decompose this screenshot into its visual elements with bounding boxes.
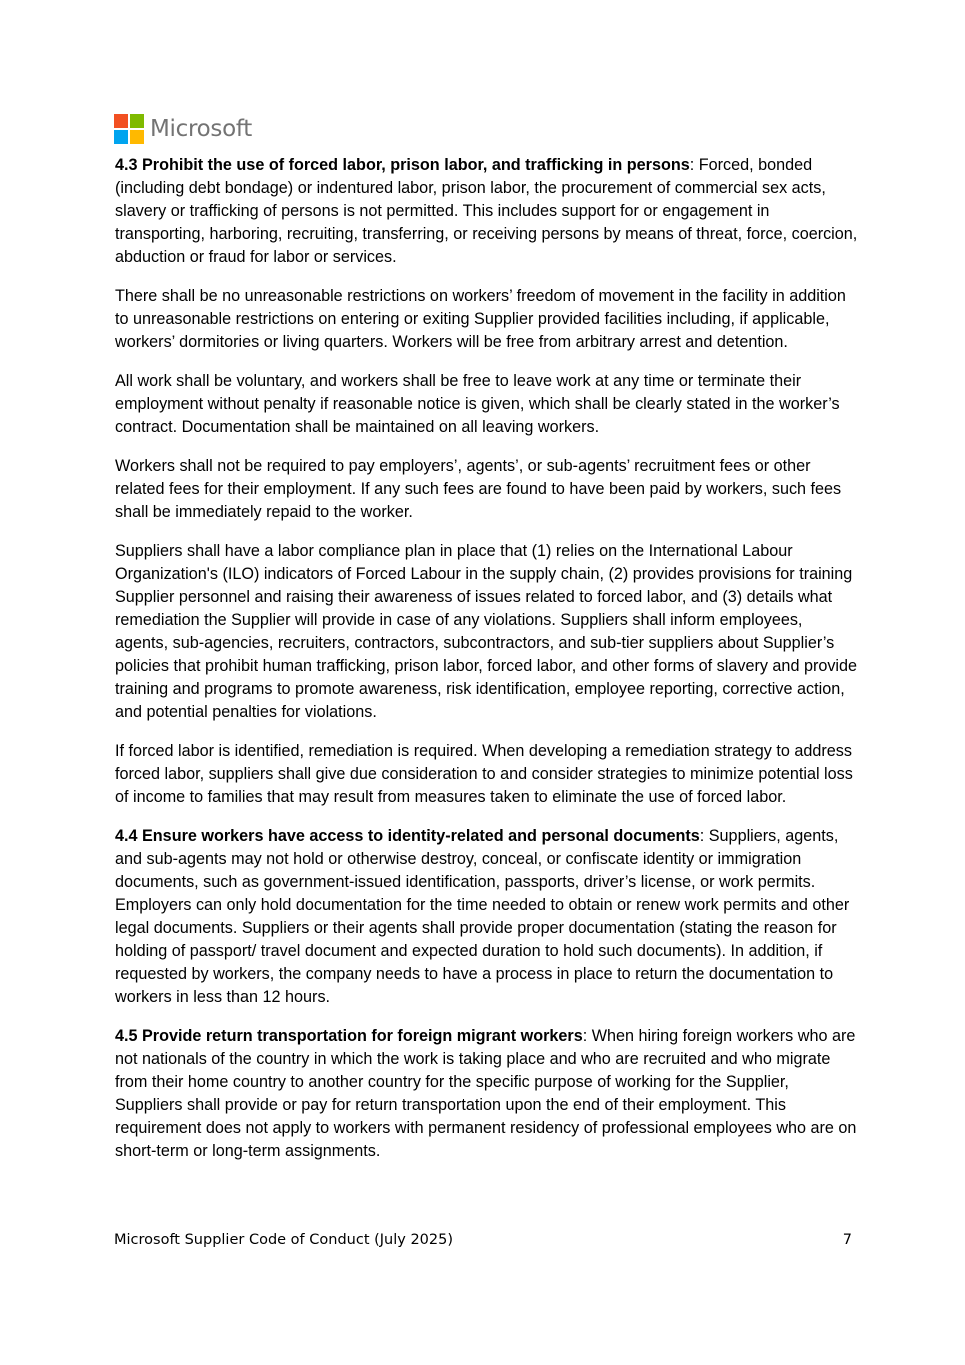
paragraph-voluntary-work (114, 370, 859, 439)
logo-text: Microsoft (150, 116, 252, 142)
paragraph-freedom-of-movement (114, 285, 859, 354)
section-heading: 4.3 Prohibit the use of forced labor, prison labor, and trafficking in persons (115, 156, 690, 174)
logo-square-yellow (130, 130, 144, 144)
section-4-3 (114, 154, 859, 269)
microsoft-logo-icon (114, 114, 144, 144)
paragraph-text: : When hiring foreign workers who are not nationals of the country in which the work is taking place and who are recruited and who migrate from their home country to another country for the specific purpose of working for the Supplier, Suppliers shall provide or pay for return transportation upon the end of their employment. This requirement does not apply to workers with permanent residency of professional employees who are on short-term or long-term assignments. (115, 1027, 857, 1160)
paragraph-remediation (114, 740, 859, 809)
paragraph-recruitment-fees (114, 455, 859, 524)
section-4-4 (114, 825, 859, 1009)
paragraph-compliance-plan (114, 540, 859, 724)
paragraph-text: There shall be no unreasonable restrictions on workers’ freedom of movement in the facility in addition to unreasonable restrictions on entering or exiting Supplier provided facilities including, if applicable, workers’ dormitories or living quarters. Workers will be free from arbitrary arrest and detention. (115, 287, 846, 351)
section-4-5 (114, 1025, 859, 1163)
microsoft-logo (114, 114, 252, 144)
paragraph-text: If forced labor is identified, remediation is required. When developing a remediation strategy to address forced labor, suppliers shall give due consideration to and consider strategies to minimize potential loss of income to families that may result from measures taken to eliminate the use of forced labor. (115, 742, 853, 806)
page-number: 7 (842, 1232, 852, 1248)
paragraph-text: Workers shall not be required to pay employers’, agents’, or sub-agents’ recruitment fees or other related fees for their employment. If any such fees are found to have been paid by workers, such fees shall be immediately repaid to the worker. (115, 457, 842, 521)
document-body (114, 154, 859, 1179)
page-footer (114, 1230, 852, 1250)
paragraph-text: All work shall be voluntary, and workers shall be free to leave work at any time or terminate their employment without penalty if reasonable notice is given, which shall be clearly stated in the worker’s contract. Documentation shall be maintained on all leaving workers. (115, 372, 840, 436)
logo-square-green (130, 114, 144, 128)
section-heading: 4.4 Ensure workers have access to identity-related and personal documents (115, 827, 700, 845)
paragraph-text: Suppliers shall have a labor compliance plan in place that (1) relies on the International Labour Organization's (ILO) indicators of Forced Labour in the supply chain, (2) provides provisions for training Supplier personnel and raising their awareness of issues related to forced labor, and (3) details what remediation the Supplier will provide in case of any violations. Suppliers shall inform employees, agents, sub-agencies, recruiters, contractors, subcontractors, and sub-tier suppliers about Supplier’s policies that prohibit human trafficking, prison labor, forced labor, and other forms of slavery and provide training and programs to promote awareness, risk identification, employee reporting, corrective action, and potential penalties for violations. (115, 542, 858, 721)
section-heading: 4.5 Provide return transportation for foreign migrant workers (115, 1027, 583, 1045)
footer-title: Microsoft Supplier Code of Conduct (July 2025) (114, 1232, 454, 1248)
paragraph-text: : Suppliers, agents, and sub-agents may not hold or otherwise destroy, conceal, or confiscate identity or immigration documents, such as government-issued identification, passports, driver’s license, or work permits. Employers can only hold documentation for the time needed to obtain or renew work permits and other legal documents. Suppliers or their agents shall provide proper documentation (stating the reason for holding of passport/ travel document and expected duration to hold such documents). In addition, if requested by workers, the company needs to have a process in place to return the documentation to workers in less than 12 hours. (115, 827, 850, 1006)
paragraph-text: : Forced, bonded (including debt bondage) or indentured labor, prison labor, the procurement of commercial sex acts, slavery or trafficking of persons is not permitted. This includes support for or engagement in transporting, harboring, recruiting, transferring, or receiving persons by means of threat, force, coercion, abduction or fraud for labor or services. (115, 156, 858, 266)
logo-square-red (114, 114, 128, 128)
logo-square-blue (114, 130, 128, 144)
